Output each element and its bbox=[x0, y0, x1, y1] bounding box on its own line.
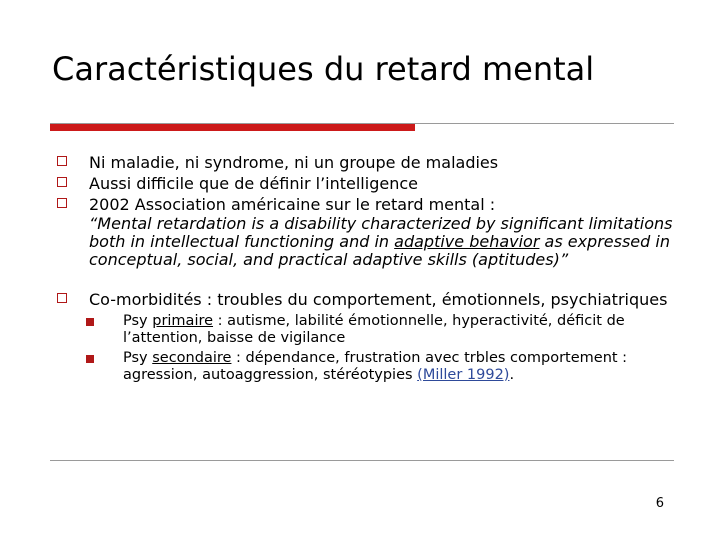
bullet-list bbox=[54, 152, 674, 384]
page-number: 6 bbox=[655, 496, 664, 511]
square-bullet-icon bbox=[57, 177, 67, 187]
sub-underlined: secondaire bbox=[152, 350, 232, 366]
sub-bullet-item bbox=[54, 350, 674, 384]
bullet-item bbox=[54, 194, 674, 269]
bullet-item bbox=[54, 152, 674, 173]
bullet-item bbox=[54, 289, 674, 310]
sub-text: : dépendance, frustration avec trbles comportement : agression, autoaggression, stéréotypies bbox=[123, 350, 628, 383]
square-bullet-icon bbox=[57, 156, 67, 166]
sub-text: : autisme, labilité émotionnelle, hyperactivité, déficit de l’attention, baisse de vigilance bbox=[123, 313, 625, 346]
bullet-text: Aussi difficile que de définir l’intelligence bbox=[89, 174, 418, 193]
sub-prefix: Psy bbox=[123, 350, 153, 366]
bullet-text: Ni maladie, ni syndrome, ni un groupe de maladies bbox=[89, 153, 499, 172]
bullet-text: 2002 Association américaine sur le retard mental : bbox=[89, 195, 496, 214]
sub-prefix: Psy bbox=[123, 313, 153, 329]
quote-underlined: adaptive behavior bbox=[394, 232, 540, 251]
square-bullet-icon bbox=[57, 198, 67, 208]
bullet-item bbox=[54, 173, 674, 194]
sub-end: . bbox=[509, 367, 515, 383]
sub-underlined: primaire bbox=[152, 313, 214, 329]
quote-text-1: “Mental retardation is a disability characterized by significant limitations both in intellectual functioning and in bbox=[89, 214, 673, 251]
footer-divider bbox=[50, 460, 674, 461]
definition-quote bbox=[89, 215, 674, 269]
filled-square-bullet-icon bbox=[86, 318, 94, 326]
square-bullet-icon bbox=[57, 293, 67, 303]
sub-bullet-item bbox=[54, 313, 674, 347]
slide-title: Caractéristiques du retard mental bbox=[52, 50, 595, 88]
citation-link[interactable]: (Miller 1992) bbox=[417, 367, 510, 383]
quote-text-2: as expressed in conceptual, social, and practical adaptive skills (aptitudes)” bbox=[89, 232, 670, 269]
bullet-text: Co-morbidités : troubles du comportement, émotionnels, psychiatriques bbox=[89, 290, 668, 309]
title-accent-bar bbox=[50, 124, 415, 131]
filled-square-bullet-icon bbox=[86, 355, 94, 363]
